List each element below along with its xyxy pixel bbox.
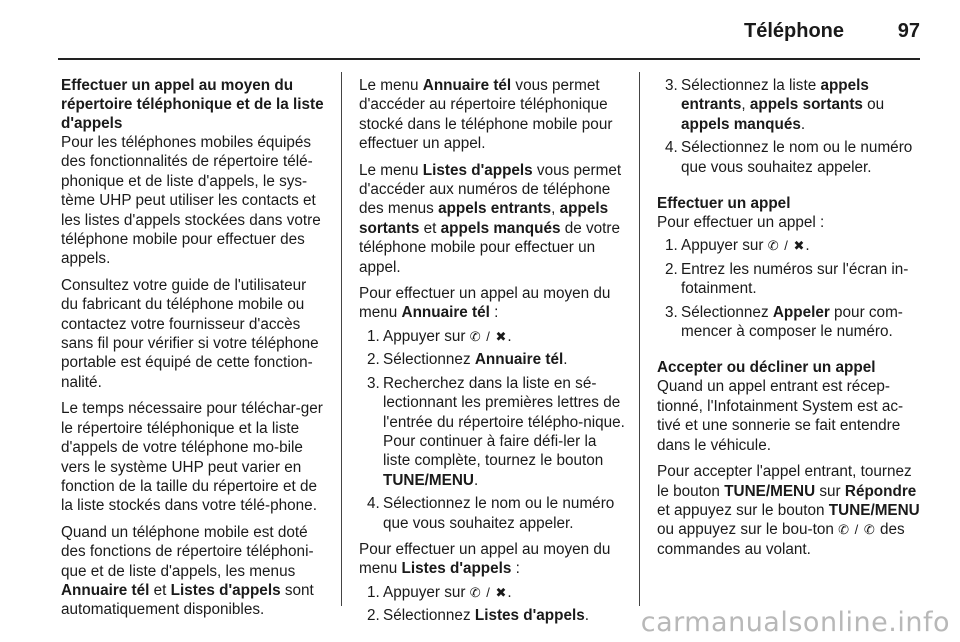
phone-slash-mute-icon: ✆ / ✖ [767,238,806,254]
paragraph: Le menu Listes d'appels vous permet d'accéder aux numéros de téléphone des menus appels entrants, appels sortants et appels manqués de votre téléphone mobile pour effectuer un appel. [359,161,622,276]
paragraph: Pour effectuer un appel au moyen du menu Annuaire tél : [359,285,611,322]
list-item: 2. Sélectionnez Annuaire tél. [367,351,568,369]
list-item: 2. Entrez les numéros sur l'écran in-fotainment. [665,260,909,298]
steps-list-phonebook [359,327,625,533]
section-heading-call-from-phonebook: Effectuer un appel au moyen du répertoire téléphonique et de la liste d'appels [61,77,324,132]
paragraph: Le temps nécessaire pour téléchar-ger le répertoire téléphonique et la liste d'appels de votre téléphone mo-bile vers le système UHP peut varier en fonction de la taille du répertoire et de la liste stockés dans votre télé-phone. [61,400,323,515]
menu-name: Annuaire tél [61,581,150,599]
page-number: 97 [897,20,920,42]
column-divider-2 [639,72,640,606]
steps-list-make-call [657,236,923,341]
paragraph: Quand un téléphone mobile est doté des fonctions de répertoire téléphoni-que et de liste d'appels, les menus Annuaire tél et Listes d'appels sont automatiquement disponibles. [61,523,314,619]
page-title: Téléphone [743,20,844,42]
list-item: 3. Sélectionnez la liste appels entrants, appels sortants ou appels manqués. [665,77,885,133]
list-item: 3. Sélectionnez Appeler pour com-mencer à composer le numéro. [665,303,903,341]
column-2 [359,76,625,633]
steering-phone-icon: ✆ / ✆ [838,522,876,538]
paragraph: Pour accepter l'appel entrant, tournez le bouton TUNE/MENU sur Répondre et appuyez sur le bouton TUNE/MENU ou appuyez sur le bou-ton ✆ / ✆ des commandes au volant. [657,463,920,558]
header-rule [58,58,920,60]
phone-slash-mute-icon: ✆ / ✖ [469,328,508,344]
list-item: 4. Sélectionnez le nom ou le numéro que vous souhaitez appeler. [367,495,615,532]
list-item: 4. Sélectionnez le nom ou le numéro que vous souhaitez appeler. [665,139,913,176]
menu-name: Listes d'appels [170,581,281,599]
steps-list-call-lists [359,583,625,626]
column-1 [61,76,327,627]
paragraph: Pour effectuer un appel au moyen du menu Listes d'appels : [359,540,611,578]
paragraph: Consultez votre guide de l'utilisateur du fabricant du téléphone mobile ou contactez votre fournisseur d'accès sans fil pour vérifier si votre téléphone portable est équipé de cette fonction-nalité. [61,276,319,391]
section-heading-make-call: Effectuer un appel [657,195,791,213]
column-3 [657,76,923,566]
column-divider-1 [341,72,342,606]
list-item: 1. Appuyer sur ✆ / ✖. [367,583,512,601]
list-item: 1. Appuyer sur ✆ / ✖. [367,327,512,345]
steps-list-continued [657,76,923,177]
paragraph: Pour les téléphones mobiles équipés des fonctionnalités de répertoire télé-phonique et de liste d'appels, le sys-tème UHP peut utiliser les contacts et les listes d'appels stockées dans votre téléphone mobile pour effectuer des appels. [61,134,321,268]
page-header [0,0,960,58]
section-heading-accept-decline: Accepter ou décliner un appel [657,359,876,377]
watermark: carmanualsonline.info [640,607,950,638]
list-item: 2. Sélectionnez Listes d'appels. [367,607,589,625]
paragraph: Pour effectuer un appel : [657,214,825,232]
paragraph: Quand un appel entrant est récep-tionné, l'Infotainment System est ac-tivé et une sonnerie se fait entendre dans le véhicule. [657,378,904,454]
list-item: 3. Recherchez dans la liste en sé-lectionnant les premières lettres de l'entrée du répertoire télépho-nique. Pour continuer à faire défi-ler la liste complète, tournez le bouton TUNE/MENU. [367,374,625,489]
list-item: 1. Appuyer sur ✆ / ✖. [665,237,810,255]
paragraph: Le menu Annuaire tél vous permet d'accéder au répertoire téléphonique stocké dans le téléphone mobile pour effectuer un appel. [359,77,613,153]
phone-slash-mute-icon: ✆ / ✖ [469,584,508,600]
